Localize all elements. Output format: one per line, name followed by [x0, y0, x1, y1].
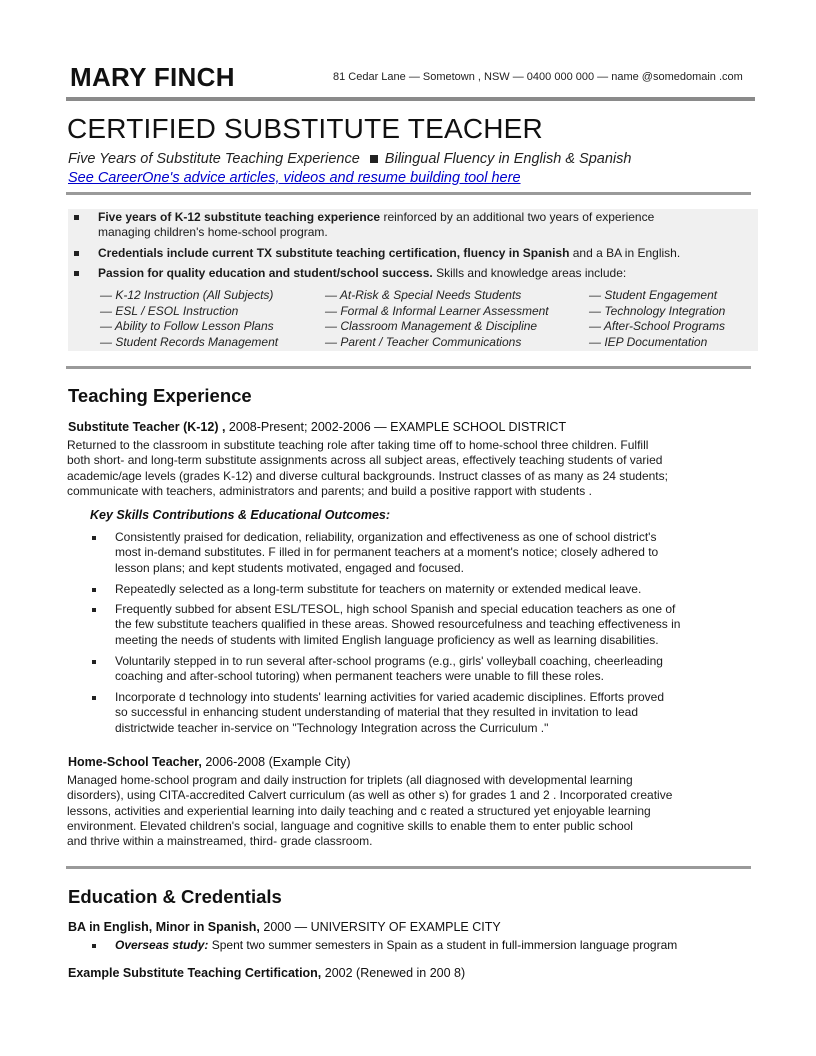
square-bullet-icon [74, 251, 79, 256]
tagline-bilingual: Bilingual Fluency in English & Spanish [384, 151, 632, 167]
square-bullet-icon [92, 696, 96, 700]
advice-link[interactable]: See CareerOne's advice articles, videos and resume building tool here [68, 170, 521, 186]
contact-info: 81 Cedar Lane — Sometown , NSW — 0400 000 000 — name @somedomain .com [333, 71, 743, 83]
skill-item: — K-12 Instruction (All Subjects) [100, 288, 274, 302]
skill-item: — IEP Documentation [589, 334, 708, 349]
accomplishment-item: Repeatedly selected as a long-term substitute for teachers on maternity or extended medical leave. [115, 582, 642, 596]
square-bullet-icon [92, 660, 96, 664]
square-bullet-icon [92, 944, 96, 948]
teaching-experience-heading: Teaching Experience [68, 385, 252, 406]
certification-line: Example Substitute Teaching Certification, 2002 (Renewed in 200 8) [68, 966, 466, 980]
accomplishment-item: Voluntarily stepped in to run several after-school programs (e.g., girls' volleyball coaching, cheerleading coaching and after-school tutoring) when permanent teachers were unable to fill these roles. [115, 654, 663, 684]
skill-item: — Student Engagement [589, 288, 718, 302]
square-bullet-icon [74, 215, 79, 220]
skill-item: — After-School Programs [589, 319, 726, 333]
accomplishment-item: Consistently praised for dedication, reliability, organization and effectiveness as one of school district's most in-demand substitutes. F illed in for permanent teachers at a moment's notice; closely adhered to lesson plans; and kept students motivated, engaged and focused. [115, 530, 659, 575]
square-bullet-icon [92, 536, 96, 540]
skill-item: — Classroom Management & Discipline [325, 319, 538, 333]
job-heading-homeschool: Home-School Teacher, 2006-2008 (Example City) [68, 755, 351, 769]
overseas-study-line: Overseas study: Spent two summer semesters in Spain as a student in full-immersion language program [115, 938, 678, 952]
job-description-homeschool: Managed home-school program and daily instruction for triplets (all diagnosed with developmental learning disorders), using CITA-accredited Calvert curriculum (as well as other s) for grades 1 and 2 . Incorporated creative lessons, activities and experiential learning into daily teaching and c reated a structured yet enjoyable learning environment. Elevated children's social, language and cognitive skills to enable them to enter public school and thrive within a mainstreamed, third- grade classroom. [67, 773, 673, 849]
skill-item: — Technology Integration [589, 303, 726, 318]
summary-item: Passion for quality education and student/school success. Skills and knowledge areas include: [98, 266, 627, 280]
skill-item: — ESL / ESOL Instruction [100, 303, 239, 318]
accomplishment-item: Frequently subbed for absent ESL/TESOL, high school Spanish and special education teachers as one of the few substitute teachers qualified in these areas. Showed resourcefulness and teaching effectiveness in meeting the needs of students with limited English language proficiency as well as learning disabilities. [115, 602, 681, 647]
resume-header [70, 62, 756, 94]
summary-box [68, 209, 758, 351]
skill-item: — Ability to Follow Lesson Plans [100, 319, 274, 333]
education-heading: Education & Credentials [68, 886, 282, 907]
resume-title: CERTIFIED SUBSTITUTE TEACHER [67, 113, 543, 144]
skills-column [325, 288, 549, 350]
skill-item: — Student Records Management [100, 334, 279, 349]
skill-item: — Parent / Teacher Communications [325, 334, 522, 349]
skill-item: — At-Risk & Special Needs Students [325, 288, 522, 302]
job-description-substitute: Returned to the classroom in substitute teaching role after taking time off to home-school three children. Fulfill both short- and long-term substitute assignments across all subject areas, effectively teaching students of varied academic/age levels (grades K-12) and diverse cultural backgrounds. Instruct classes of as many as 24 students; communicate with teachers, administrators and parents; and build a positive rapport with students . [67, 438, 668, 498]
summary-divider [66, 366, 751, 369]
skills-column [100, 288, 278, 350]
key-skills-heading: Key Skills Contributions & Educational Outcomes: [90, 508, 391, 522]
experience-divider [66, 866, 751, 869]
summary-item: Five years of K-12 substitute teaching experience reinforced by an additional two years of experience managing children's home-school program. [98, 210, 655, 239]
title-divider [66, 192, 751, 195]
header-divider [66, 97, 755, 101]
degree-line: BA in English, Minor in Spanish, 2000 — UNIVERSITY OF EXAMPLE CITY [68, 920, 501, 934]
square-bullet-icon [92, 588, 96, 592]
square-bullet-icon [74, 271, 79, 276]
tagline-experience: Five Years of Substitute Teaching Experience [68, 151, 360, 167]
candidate-name: MARY FINCH [70, 62, 235, 92]
summary-item: Credentials include current TX substitute teaching certification, fluency in Spanish and a BA in English. [98, 246, 681, 260]
skill-item: — Formal & Informal Learner Assessment [325, 303, 549, 318]
accomplishment-item: Incorporate d technology into students' learning activities for varied academic disciplines. Efforts proved so successful in enhancing student understanding of material that they resulted in invitation to lead districtwide teacher in-service on "Technology Integration across the Curriculum ." [115, 690, 665, 735]
square-bullet-icon [92, 608, 96, 612]
job-heading-substitute: Substitute Teacher (K-12) , 2008-Present; 2002-2006 — EXAMPLE SCHOOL DISTRICT [68, 420, 567, 434]
square-bullet-icon [370, 155, 378, 163]
tagline [68, 151, 631, 167]
skills-column [589, 288, 725, 350]
